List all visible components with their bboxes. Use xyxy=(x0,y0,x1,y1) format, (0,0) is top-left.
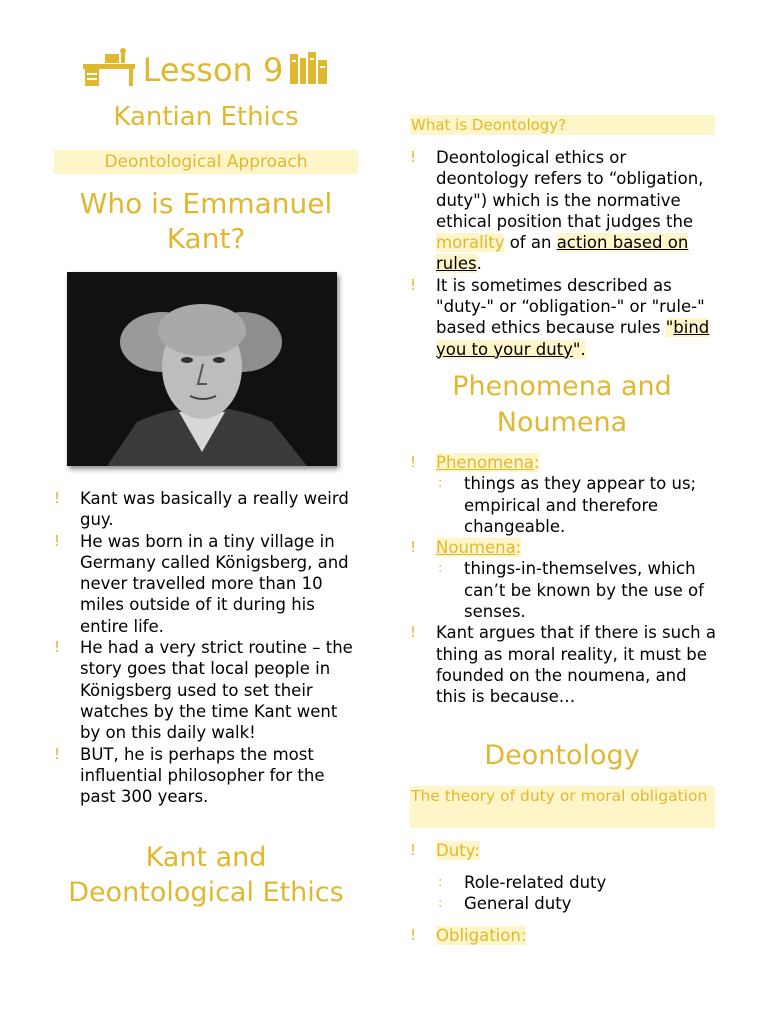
bullet-mark: ! xyxy=(410,538,417,557)
theory-label: The theory of duty or moral obligation xyxy=(410,786,715,828)
list-item-text: Kant was basically a really weird guy. xyxy=(80,489,349,530)
bullet-mark: ! xyxy=(54,531,61,550)
what-is-deontology: What is Deontology? xyxy=(410,115,715,135)
duty-item xyxy=(410,840,720,861)
sub-item xyxy=(410,558,720,622)
phenomena-label: Phenomena xyxy=(436,453,534,472)
bullet-mark: ! xyxy=(410,275,417,294)
list-item xyxy=(410,925,720,946)
sub-bullet-mark: : xyxy=(438,896,443,912)
morality-highlight: morality xyxy=(436,233,505,253)
duty-sub-text: Role-related duty xyxy=(464,873,607,892)
colon: : xyxy=(533,453,540,472)
list-item-text: BUT, he is perhaps the most influential philosopher for the past 300 years. xyxy=(80,744,325,807)
sub-item xyxy=(410,473,720,537)
bind-duty-highlight: bind you to your duty xyxy=(436,318,710,359)
desk-icon xyxy=(81,48,137,92)
kant-portrait xyxy=(67,272,337,466)
list-item xyxy=(410,275,720,360)
noumena-label: Noumena xyxy=(436,538,516,558)
action-rules-highlight: action based on rules xyxy=(436,233,689,274)
bullet-mark: ! xyxy=(54,489,61,507)
colon: : xyxy=(515,538,522,558)
bullet-mark: ! xyxy=(410,841,417,859)
bullet-mark: ! xyxy=(54,638,61,657)
duty-sub-text: General duty xyxy=(464,894,572,914)
phenomena-list xyxy=(410,452,720,708)
list-item xyxy=(410,840,720,861)
deontology-heading: Deontology xyxy=(484,740,640,771)
list-item xyxy=(54,637,360,743)
sub-bullet-mark: : xyxy=(438,875,443,890)
sub-bullet-mark: : xyxy=(438,476,443,492)
bullet-mark: ! xyxy=(410,453,417,471)
bullet-mark: ! xyxy=(410,148,417,166)
books-icon xyxy=(289,50,329,90)
obligation-item xyxy=(410,925,720,946)
list-item xyxy=(410,147,720,275)
list-item-text: He was born in a tiny village in Germany called Königsberg, and never travelled more than 10 miles outside of it during his entire life. xyxy=(80,531,349,636)
bullet-mark: ! xyxy=(410,623,417,642)
noumena-desc: things-in-themselves, which can’t be known by the use of senses. xyxy=(464,559,704,622)
sub-item xyxy=(410,872,720,893)
lesson-title xyxy=(60,46,350,94)
who-heading: Who is Emmanuel Kant? xyxy=(79,187,333,255)
kant-bullets xyxy=(54,488,360,807)
deontology-bullets xyxy=(410,147,720,360)
phenomena-desc: things as they appear to us; empirical and therefore changeable. xyxy=(464,474,697,536)
description-text: It is sometimes described as "duty-" or “obligation-" or "rule-" based ethics because rules xyxy=(436,275,705,338)
approach-label: Deontological Approach xyxy=(54,150,358,174)
bullet-mark: ! xyxy=(410,926,417,944)
obligation-label: Obligation: xyxy=(436,926,527,945)
list-item xyxy=(410,622,720,707)
definition-text: Deontological ethics or deontology refers to “obligation, duty") which is the normative ethical position that judges the xyxy=(436,148,704,231)
sub-item xyxy=(410,893,720,914)
quote-mark: " xyxy=(665,318,674,338)
duty-sublist xyxy=(410,872,720,915)
list-item xyxy=(54,531,360,637)
list-item xyxy=(410,452,720,473)
list-item-text: He had a very strict routine – the story goes that local people in Königsberg used to set their watches by the time Kant went by on this daily walk! xyxy=(80,638,353,743)
kant-argues-text: Kant argues that if there is such a thing as moral reality, it must be founded on the noumena, and this is because… xyxy=(436,623,716,707)
kant-deontology-heading: Kant and Deontological Ethics xyxy=(68,842,344,908)
list-item xyxy=(54,488,360,531)
bullet-mark: ! xyxy=(54,744,61,763)
definition-text: of an xyxy=(504,233,557,253)
list-item xyxy=(54,744,360,808)
lesson-title-text: Lesson 9 xyxy=(142,51,284,89)
quote-mark: ". xyxy=(572,339,586,359)
sub-bullet-mark: : xyxy=(438,561,443,577)
subtitle: Kantian Ethics xyxy=(113,102,299,132)
list-item xyxy=(410,537,720,558)
phenomena-noumena-heading: Phenomena and Noumena xyxy=(452,371,672,438)
duty-label: Duty: xyxy=(436,841,480,860)
definition-text: . xyxy=(476,254,482,274)
